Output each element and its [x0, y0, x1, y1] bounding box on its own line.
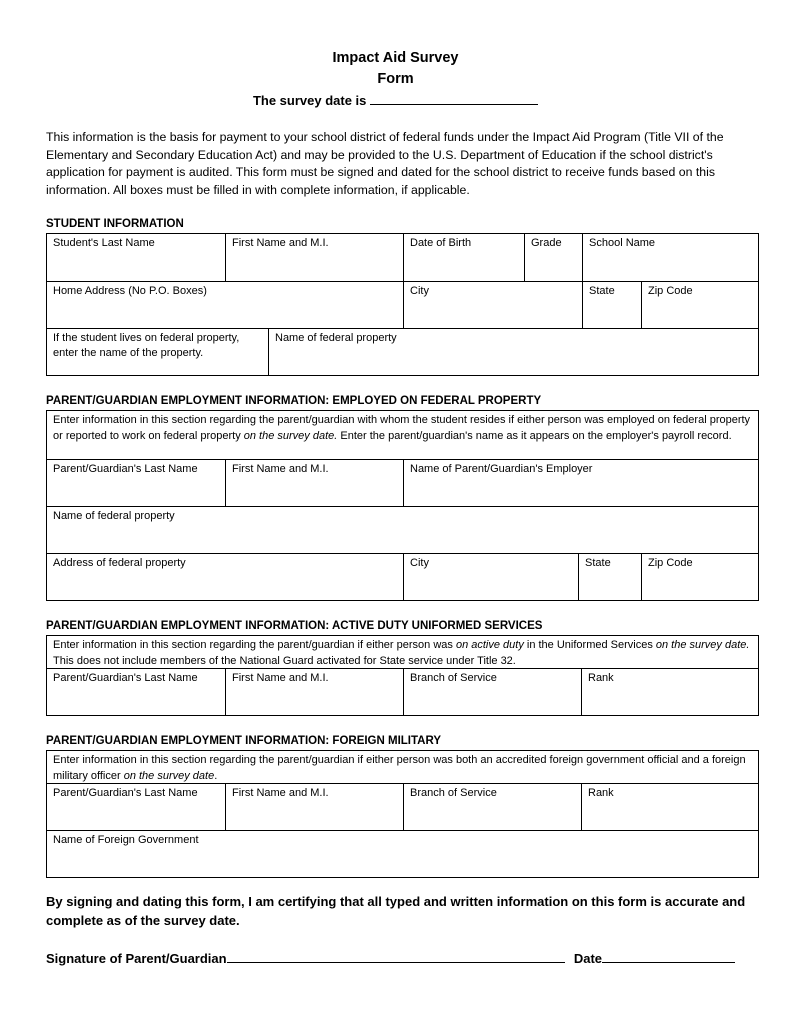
fed-state-field[interactable]	[578, 554, 641, 600]
form-title-line2: Form	[377, 71, 414, 87]
fm-parent-first-name-field[interactable]	[225, 784, 403, 830]
federal-property-address-label: Address of federal property	[53, 557, 186, 569]
employer-name-field[interactable]	[403, 460, 758, 506]
ad-parent-first-name-field[interactable]	[225, 669, 403, 715]
survey-date-field[interactable]	[370, 92, 538, 105]
student-first-name-field[interactable]	[225, 234, 403, 281]
foreign-military-table	[46, 750, 759, 878]
federal-property-name-field[interactable]	[47, 507, 758, 553]
ad-rank-field[interactable]	[581, 669, 758, 715]
student-city-field[interactable]	[403, 282, 582, 328]
ad-branch-field[interactable]	[403, 669, 581, 715]
fm-rank-field[interactable]	[581, 784, 758, 830]
foreign-military-heading: PARENT/GUARDIAN EMPLOYMENT INFORMATION: FOREIGN MILITARY	[46, 735, 442, 747]
student-zip-field[interactable]	[641, 282, 758, 328]
federal-residence-question	[47, 329, 268, 375]
federal-employment-heading: PARENT/GUARDIAN EMPLOYMENT INFORMATION: EMPLOYED ON FEDERAL PROPERTY	[46, 395, 542, 407]
active-duty-heading: PARENT/GUARDIAN EMPLOYMENT INFORMATION: ACTIVE DUTY UNIFORMED SERVICES	[46, 620, 543, 632]
fm-branch-label: Branch of Service	[410, 787, 497, 799]
fm-branch-field[interactable]	[403, 784, 581, 830]
survey-date-label: The survey date is	[252, 93, 367, 108]
student-state-field[interactable]	[582, 282, 641, 328]
certification-statement: By signing and dating this form, I am certifying that all typed and written information on this form is accurate and complete as of the survey date.	[46, 894, 746, 928]
federal-residence-question-text: If the student lives on federal property, enter the name of the property.	[53, 332, 240, 359]
survey-date-row	[0, 92, 791, 108]
ad-rank-label: Rank	[588, 672, 614, 684]
foreign-military-instructions: Enter information in this section regarding the parent/guardian if either person was both an accredited foreign government official and a foreign military officer on the survey date.	[53, 754, 746, 782]
federal-employment-table	[46, 410, 759, 601]
fed-parent-first-name-field[interactable]	[225, 460, 403, 506]
date-label: Date	[573, 951, 603, 966]
fed-parent-last-name-label: Parent/Guardian's Last Name	[53, 463, 198, 475]
fed-city-label: City	[410, 557, 429, 569]
federal-employment-instructions: Enter information in this section regarding the parent/guardian with whom the student resides if either person was employed on federal property or reported to work on federal property on the survey date. Enter the parent/guardian's name as it appears on the employer's payroll record.	[53, 414, 751, 442]
student-last-name-label: Student's Last Name	[53, 237, 155, 249]
foreign-government-label: Name of Foreign Government	[53, 834, 199, 846]
student-section-heading: STUDENT INFORMATION	[46, 218, 184, 230]
employer-name-label: Name of Parent/Guardian's Employer	[410, 463, 593, 475]
date-of-birth-field[interactable]	[403, 234, 524, 281]
grade-field[interactable]	[524, 234, 582, 281]
fm-rank-label: Rank	[588, 787, 614, 799]
student-federal-property-label: Name of federal property	[275, 332, 397, 344]
date-of-birth-label: Date of Birth	[410, 237, 472, 249]
ad-parent-first-name-label: First Name and M.I.	[232, 672, 329, 684]
active-duty-instructions: Enter information in this section regarding the parent/guardian if either person was on active duty in the Uniformed Services on the survey date. This does not include members of the National Guard activated for State service under Title 32.	[53, 639, 750, 667]
student-federal-property-field[interactable]	[268, 329, 758, 375]
signature-date-field[interactable]	[602, 950, 735, 963]
fed-zip-label: Zip Code	[648, 557, 693, 569]
active-duty-table	[46, 635, 759, 716]
student-table	[46, 233, 759, 376]
school-name-label: School Name	[589, 237, 656, 249]
student-last-name-field[interactable]	[47, 234, 225, 281]
fm-parent-last-name-field[interactable]	[47, 784, 225, 830]
ad-parent-last-name-label: Parent/Guardian's Last Name	[53, 672, 198, 684]
fed-parent-first-name-label: First Name and M.I.	[232, 463, 329, 475]
signature-field[interactable]	[227, 950, 565, 963]
ad-branch-label: Branch of Service	[410, 672, 497, 684]
grade-label: Grade	[531, 237, 562, 249]
fm-parent-first-name-label: First Name and M.I.	[232, 787, 329, 799]
federal-property-name-label: Name of federal property	[53, 510, 175, 522]
student-city-label: City	[410, 285, 429, 297]
student-state-label: State	[589, 285, 615, 297]
federal-property-address-field[interactable]	[47, 554, 403, 600]
foreign-government-field[interactable]	[47, 831, 758, 877]
student-first-name-label: First Name and M.I.	[232, 237, 329, 249]
home-address-label: Home Address (No P.O. Boxes)	[53, 285, 207, 297]
signature-row	[46, 950, 735, 966]
intro-paragraph: This information is the basis for payment to your school district of federal funds under the Impact Aid Program (Title VII of the Elementary and Secondary Education Act) and may be provided to the U.S. Department of Education if the school district's application for payment is audited. This form must be signed and dated for the school district to receive funds based on this information. All boxes must be filled in with complete information, if applicable.	[46, 130, 724, 197]
fm-parent-last-name-label: Parent/Guardian's Last Name	[53, 787, 198, 799]
form-title: Impact Aid Survey	[332, 50, 459, 66]
ad-parent-last-name-field[interactable]	[47, 669, 225, 715]
fed-parent-last-name-field[interactable]	[47, 460, 225, 506]
fed-city-field[interactable]	[403, 554, 578, 600]
home-address-field[interactable]	[47, 282, 403, 328]
fed-state-label: State	[585, 557, 611, 569]
school-name-field[interactable]	[582, 234, 758, 281]
fed-zip-field[interactable]	[641, 554, 758, 600]
signature-label: Signature of Parent/Guardian	[46, 951, 227, 966]
student-zip-label: Zip Code	[648, 285, 693, 297]
